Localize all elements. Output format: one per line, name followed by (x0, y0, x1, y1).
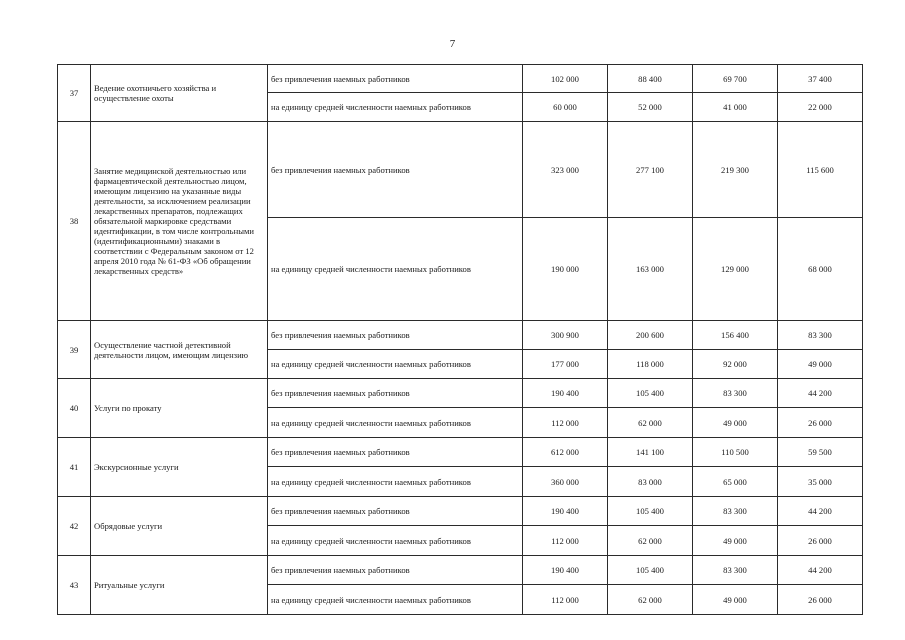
value-cell: 219 300 (693, 122, 778, 218)
value-cell: 177 000 (523, 350, 608, 379)
value-cell: 200 600 (608, 321, 693, 350)
value-cell: 163 000 (608, 218, 693, 321)
condition-cell: без привлечения наемных работников (268, 65, 523, 93)
value-cell: 59 500 (778, 438, 863, 467)
page-number: 7 (449, 38, 456, 50)
table-row (58, 438, 863, 467)
value-cell: 35 000 (778, 467, 863, 497)
activity-name-cell: Занятие медицинской деятельностью или фармацевтической деятельностью лицом, имеющим лицензию на указанные виды деятельности, за исключением реализации лекарственных препаратов, подлежащих обязательной маркировке средствами идентификации, в том числе контрольными (идентификационными) знаками в соответствии с Федеральным законом от 12 апреля 2010 года № 61-ФЗ «Об обращении лекарственных средств» (91, 122, 268, 321)
activity-name-cell: Ведение охотничьего хозяйства и осуществление охоты (91, 65, 268, 122)
table-row (58, 556, 863, 585)
value-cell: 60 000 (523, 93, 608, 122)
condition-cell: на единицу средней численности наемных работников (268, 350, 523, 379)
table-body (58, 65, 863, 615)
value-cell: 141 100 (608, 438, 693, 467)
table-row (58, 497, 863, 526)
value-cell: 277 100 (608, 122, 693, 218)
condition-cell: без привлечения наемных работников (268, 556, 523, 585)
table-row (58, 122, 863, 218)
value-cell: 62 000 (608, 408, 693, 438)
row-number-cell: 37 (58, 65, 91, 122)
value-cell: 49 000 (693, 585, 778, 615)
row-number-cell: 42 (58, 497, 91, 556)
row-number-cell: 40 (58, 379, 91, 438)
value-cell: 52 000 (608, 93, 693, 122)
row-number-cell: 43 (58, 556, 91, 615)
value-cell: 83 300 (693, 497, 778, 526)
value-cell: 26 000 (778, 408, 863, 438)
value-cell: 110 500 (693, 438, 778, 467)
tariff-table (57, 64, 863, 615)
value-cell: 62 000 (608, 585, 693, 615)
value-cell: 156 400 (693, 321, 778, 350)
value-cell: 112 000 (523, 408, 608, 438)
value-cell: 83 000 (608, 467, 693, 497)
value-cell: 360 000 (523, 467, 608, 497)
value-cell: 37 400 (778, 65, 863, 93)
value-cell: 49 000 (778, 350, 863, 379)
condition-cell: на единицу средней численности наемных работников (268, 585, 523, 615)
condition-cell: без привлечения наемных работников (268, 379, 523, 408)
activity-name-cell: Обрядовые услуги (91, 497, 268, 556)
condition-cell: без привлечения наемных работников (268, 497, 523, 526)
value-cell: 68 000 (778, 218, 863, 321)
value-cell: 83 300 (778, 321, 863, 350)
row-number-cell: 39 (58, 321, 91, 379)
value-cell: 112 000 (523, 526, 608, 556)
value-cell: 22 000 (778, 93, 863, 122)
value-cell: 612 000 (523, 438, 608, 467)
value-cell: 26 000 (778, 585, 863, 615)
table-row (58, 379, 863, 408)
value-cell: 83 300 (693, 556, 778, 585)
value-cell: 41 000 (693, 93, 778, 122)
value-cell: 83 300 (693, 379, 778, 408)
value-cell: 105 400 (608, 497, 693, 526)
condition-cell: на единицу средней численности наемных работников (268, 218, 523, 321)
value-cell: 65 000 (693, 467, 778, 497)
condition-cell: без привлечения наемных работников (268, 122, 523, 218)
value-cell: 190 000 (523, 218, 608, 321)
condition-cell: без привлечения наемных работников (268, 321, 523, 350)
value-cell: 115 600 (778, 122, 863, 218)
row-number-cell: 41 (58, 438, 91, 497)
value-cell: 190 400 (523, 556, 608, 585)
value-cell: 62 000 (608, 526, 693, 556)
table-row (58, 321, 863, 350)
activity-name-cell: Осуществление частной детективной деятельности лицом, имеющим лицензию (91, 321, 268, 379)
condition-cell: на единицу средней численности наемных работников (268, 467, 523, 497)
condition-cell: на единицу средней численности наемных работников (268, 93, 523, 122)
value-cell: 300 900 (523, 321, 608, 350)
value-cell: 26 000 (778, 526, 863, 556)
activity-name-cell: Ритуальные услуги (91, 556, 268, 615)
value-cell: 129 000 (693, 218, 778, 321)
value-cell: 105 400 (608, 556, 693, 585)
value-cell: 102 000 (523, 65, 608, 93)
value-cell: 44 200 (778, 379, 863, 408)
value-cell: 190 400 (523, 497, 608, 526)
value-cell: 112 000 (523, 585, 608, 615)
value-cell: 44 200 (778, 497, 863, 526)
value-cell: 105 400 (608, 379, 693, 408)
condition-cell: на единицу средней численности наемных работников (268, 526, 523, 556)
condition-cell: без привлечения наемных работников (268, 438, 523, 467)
value-cell: 190 400 (523, 379, 608, 408)
row-number-cell: 38 (58, 122, 91, 321)
value-cell: 323 000 (523, 122, 608, 218)
table-row (58, 65, 863, 93)
value-cell: 69 700 (693, 65, 778, 93)
value-cell: 49 000 (693, 408, 778, 438)
value-cell: 88 400 (608, 65, 693, 93)
activity-name-cell: Услуги по прокату (91, 379, 268, 438)
value-cell: 44 200 (778, 556, 863, 585)
condition-cell: на единицу средней численности наемных работников (268, 408, 523, 438)
value-cell: 92 000 (693, 350, 778, 379)
value-cell: 118 000 (608, 350, 693, 379)
activity-name-cell: Экскурсионные услуги (91, 438, 268, 497)
value-cell: 49 000 (693, 526, 778, 556)
